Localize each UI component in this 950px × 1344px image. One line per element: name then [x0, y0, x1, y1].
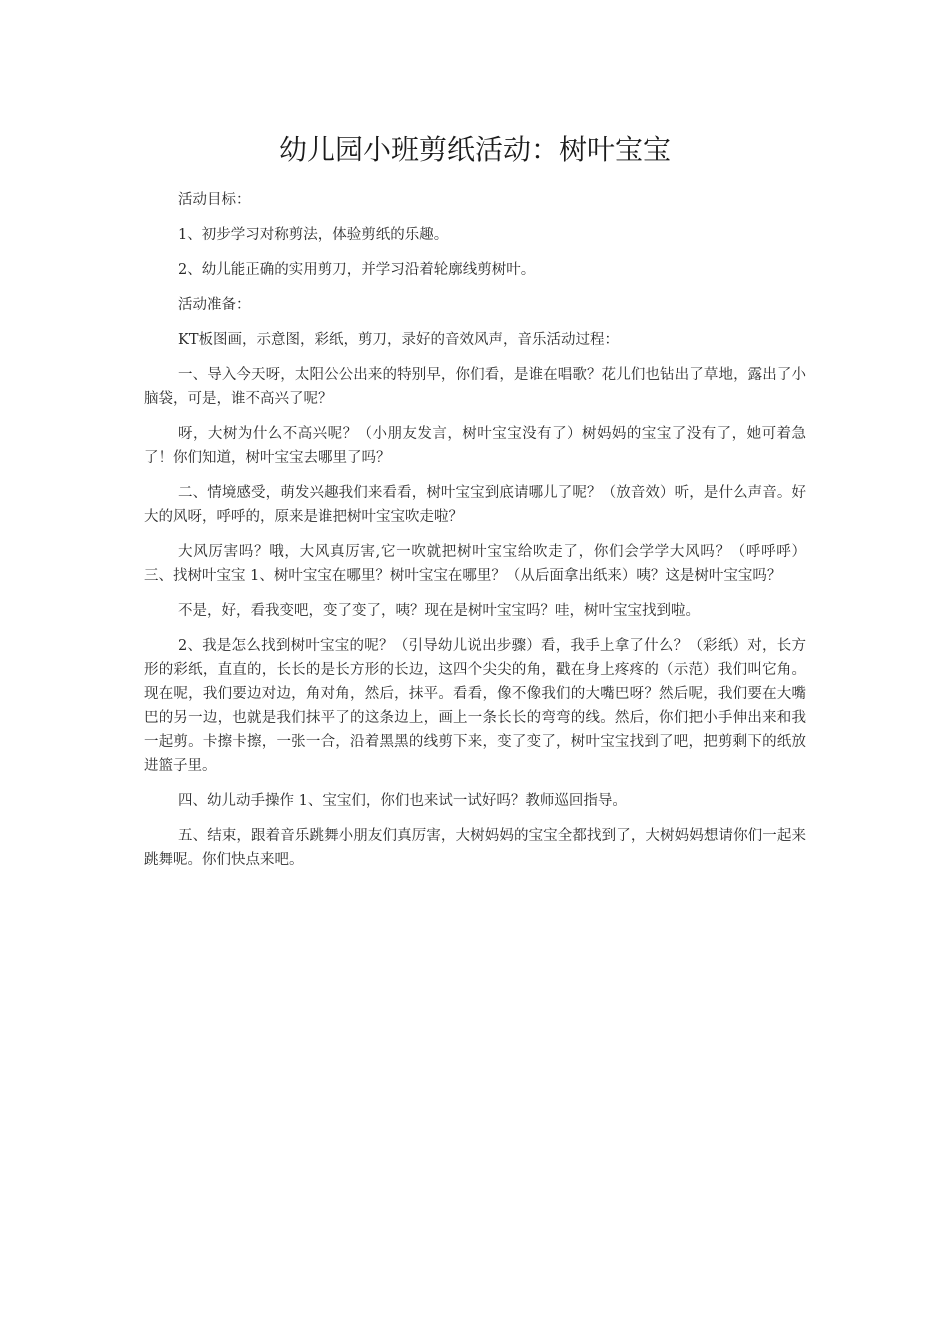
paragraph-goal-1: 1、初步学习对称剪法，体验剪纸的乐趣。 [178, 227, 449, 243]
paragraph-step-3: 大风厉害吗？哦，大风真厉害,它一吹就把树叶宝宝给吹走了，你们会学学大风吗？（呼呼呼）三、找树叶宝宝 1、树叶宝宝在哪里？树叶宝宝在哪里？（从后面拿出纸来）咦？这是树叶宝宝吗？ [144, 544, 806, 584]
paragraph-goal-heading: 活动目标： [178, 192, 251, 208]
paragraph-prep-heading: 活动准备： [178, 297, 251, 313]
paragraph-step-3-cont: 不是，好，看我变吧，变了变了，咦？现在是树叶宝宝吗？哇，树叶宝宝找到啦。 [178, 603, 700, 619]
document-title: 幼儿园小班剪纸活动：树叶宝宝 [278, 133, 671, 166]
document-body [144, 188, 806, 883]
paragraph-step-1: 一、导入今天呀，太阳公公出来的特别早，你们看，是谁在唱歌？花儿们也钻出了草地，露出了小脑袋，可是，谁不高兴了呢？ [144, 367, 806, 407]
paragraph-prep-materials: KT板图画，示意图，彩纸，剪刀，录好的音效风声，音乐活动过程： [178, 332, 620, 348]
paragraph-step-2: 二、情境感受，萌发兴趣我们来看看，树叶宝宝到底请哪儿了呢？（放音效）听，是什么声音。好大的风呀，呼呼的，原来是谁把树叶宝宝吹走啦？ [144, 485, 806, 525]
paragraph-step-1-cont: 呀，大树为什么不高兴呢？（小朋友发言，树叶宝宝没有了）树妈妈的宝宝了没有了，她可着急了！你们知道，树叶宝宝去哪里了吗？ [144, 426, 806, 466]
paragraph-step-4: 四、幼儿动手操作 1、宝宝们，你们也来试一试好吗？教师巡回指导。 [178, 793, 627, 809]
paragraph-goal-2: 2、幼儿能正确的实用剪刀，并学习沿着轮廓线剪树叶。 [178, 262, 536, 278]
paragraph-step-3-demo: 2、我是怎么找到树叶宝宝的呢？（引导幼儿说出步骤）看，我手上拿了什么？（彩纸）对，长方形的彩纸，直直的，长长的是长方形的长边，这四个尖尖的角，戳在身上疼疼的（示范）我们叫它角。现在呢，我们要边对边，角对角，然后，抹平。看看，像不像我们的大嘴巴呀？然后呢，我们要在大嘴巴的另一边，也就是我们抹平了的这条边上，画上一条长长的弯弯的线。然后，你们把小手伸出来和我一起剪。卡擦卡擦，一张一合，沿着黑黑的线剪下来，变了变了，树叶宝宝找到了吧，把剪剩下的纸放进篮子里。 [144, 638, 806, 774]
paragraph-step-5: 五、结束，跟着音乐跳舞小朋友们真厉害，大树妈妈的宝宝全都找到了，大树妈妈想请你们一起来跳舞呢。你们快点来吧。 [144, 828, 806, 868]
